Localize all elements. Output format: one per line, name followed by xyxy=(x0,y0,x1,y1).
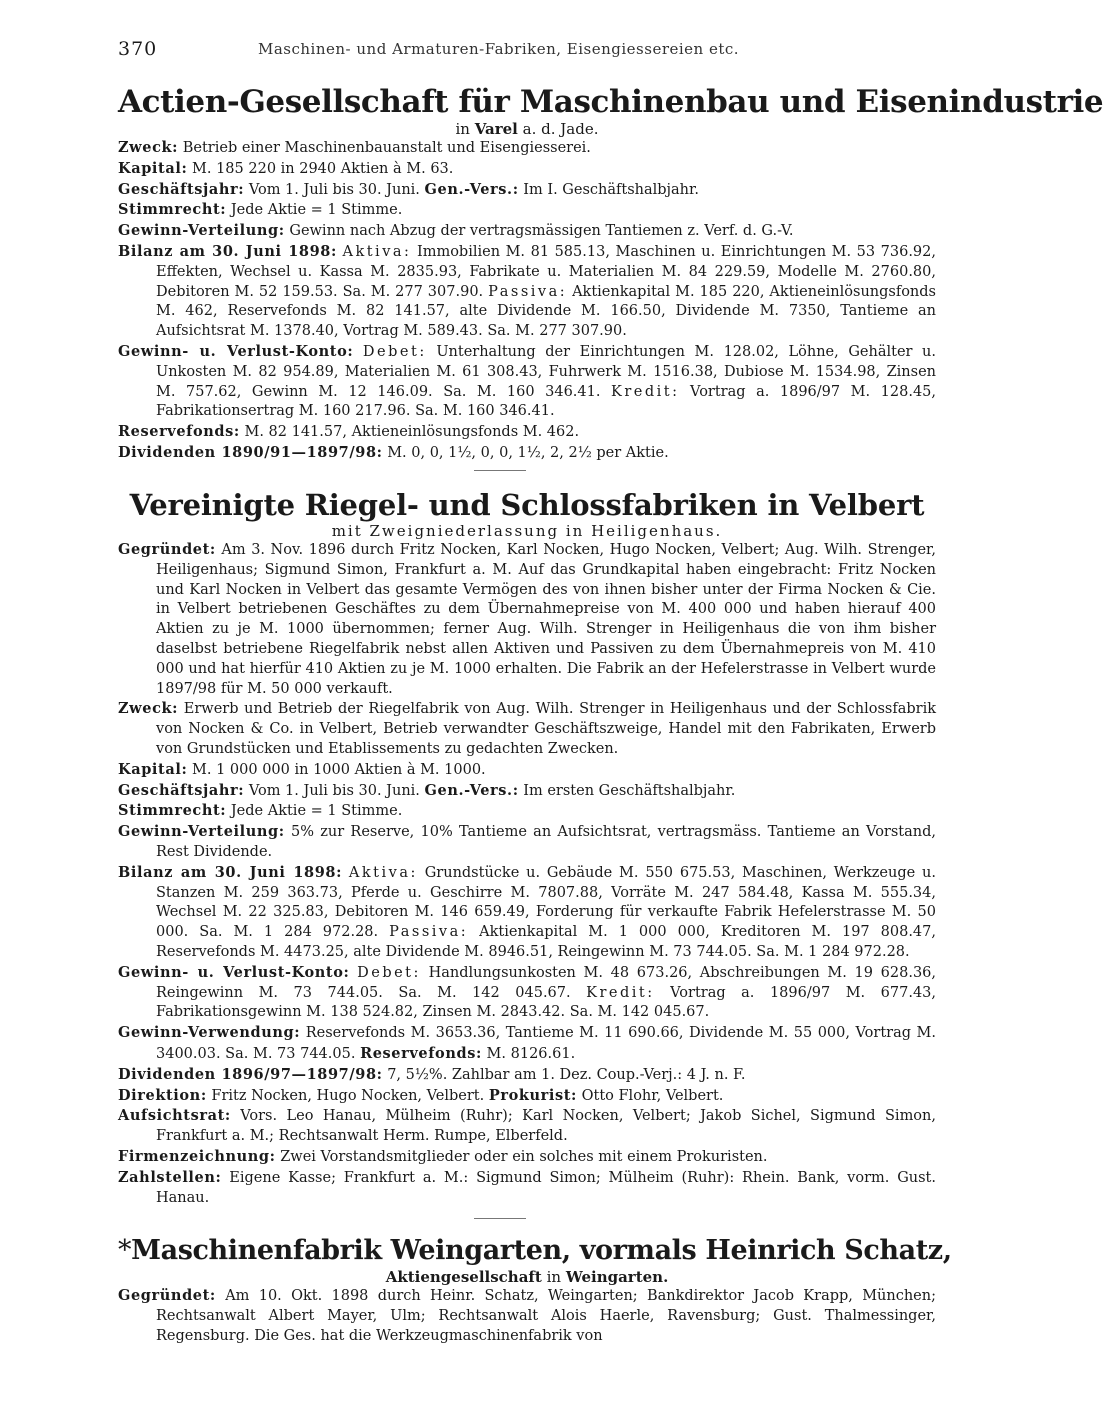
entry-gewinn-verlust-konto: Gewinn- u. Verlust-Konto: Debet: Handlungsunkosten M. 48 673.26, Abschreibungen M. 19 628.36, Reingewinn M. 73 744.05. Sa. M. 142 045.67. Kredit: Vortrag a. 1896/97 M. 677.43, Fabrikationsgewinn M. 138 524.82, Zinsen M. 2843.42. Sa. M. 142 045.67. xyxy=(118,963,937,1021)
entry-zweck: Zweck: Erwerb und Betrieb der Riegelfabrik von Aug. Wilh. Strenger in Heiligenhaus und der Schlossfabrik von Nocken & Co. in Velbert, Betrieb verwandter Geschäftszweige, Handel mit den Fabrikaten, Erwerb von Grundstücken und Etablissements zu gedachten Zwecken. xyxy=(118,700,936,757)
entry-aufsichtsrat: Aufsichtsrat: Vors. Leo Hanau, Mülheim (Ruhr); Karl Nocken, Velbert; Jakob Sichel, Sigmund Simon, Frankfurt a. M.; Rechtsanwalt Herm. Rumpe, Elberfeld. xyxy=(118,1107,936,1145)
entry-bilanz: Bilanz am 30. Juni 1898: Aktiva: Immobilien M. 81 585.13, Maschinen u. Einrichtungen M. 53 736.92, Effekten, Wechsel u. Kassa M. 2835.93, Fabrikate u. Materialien M. 84 229.59, Modelle M. 2760.80, Debitoren M. 52 159.53. Sa. M. 277 307.90. Passiva: Aktienkapital M. 185 220, Aktieneinlösungsfonds M. 462, Reservefonds M. 82 141.57, alte Dividende M. 166.50, Dividende M. 7350, Tantieme an Aufsichtsrat M. 1378.40, Vortrag M. 589.43. Sa. M. 277 307.90. xyxy=(118,242,936,340)
entry-gewinn-verwendung: Gewinn-Verwendung: Reservefonds M. 3653.36, Tantieme M. 11 690.66, Dividende M. 55 000, Vortrag M. 3400.03. Sa. M. 73 744.05. Reservefonds: M. 8126.61. xyxy=(118,1024,936,1062)
company-section-velbert xyxy=(118,488,936,1208)
entry-gewinn-verteilung: Gewinn-Verteilung: Gewinn nach Abzug der vertragsmässigen Tantiemen z. Verf. d. G.-V. xyxy=(118,222,794,240)
entry-gegruendet: Gegründet: Am 10. Okt. 1898 durch Heinr. Schatz, Weingarten; Bankdirektor Jacob Krapp, München; Rechtsanwalt Albert Mayer, Ulm; Rechtsanwalt Alois Haerle, Ravensburg; Gust. Thalmessinger, Regensburg. Die Ges. hat die Werkzeugmaschinenfabrik von xyxy=(118,1287,936,1344)
location-name: Varel xyxy=(474,120,518,138)
entry-direktion: Direktion: Fritz Nocken, Hugo Nocken, Velbert. Prokurist: Otto Flohr, Velbert. xyxy=(118,1086,724,1104)
company-title: *Maschinenfabrik Weingarten, vormals Heinrich Schatz, xyxy=(118,1235,952,1266)
section-divider xyxy=(474,470,526,471)
entry-reservefonds: Reservefonds: M. 82 141.57, Aktieneinlösungsfonds M. 462. xyxy=(118,423,580,441)
company-title: Actien-Gesellschaft für Maschinenbau und Eisenindustrie xyxy=(118,84,1103,120)
page-number: 370 xyxy=(118,38,158,60)
running-header xyxy=(118,38,936,62)
entry-list xyxy=(118,1286,936,1346)
footnote-star: * xyxy=(118,1235,132,1266)
location-prefix: in xyxy=(455,120,470,138)
running-title: Maschinen- und Armaturen-Fabriken, Eisengiessereien etc. xyxy=(258,40,740,58)
entry-gewinn-verlust-konto: Gewinn- u. Verlust-Konto: Debet: Unterhaltung der Einrichtungen M. 128.02, Löhne, Gehälter u. Unkosten M. 82 954.89, Materialien M. 61 308.43, Fuhrwerk M. 1516.38, Dubiose M. 1534.98, Zinsen M. 757.62, Gewinn M. 12 146.09. Sa. M. 160 346.41. Kredit: Vortrag a. 1896/97 M. 128.45, Fabrikationsertrag M. 160 217.96. Sa. M. 160 346.41. xyxy=(118,342,937,420)
entry-zahlstellen: Zahlstellen: Eigene Kasse; Frankfurt a. M.: Sigmund Simon; Mülheim (Ruhr): Rhein. Bank, vorm. Gust. Hanau. xyxy=(118,1168,936,1206)
entry-stimmrecht: Stimmrecht: Jede Aktie = 1 Stimme. xyxy=(118,802,403,820)
entry-geschaeftsjahr: Geschäftsjahr: Vom 1. Juli bis 30. Juni. Gen.-Vers.: Im ersten Geschäftshalbjahr. xyxy=(118,781,736,799)
entry-kapital: Kapital: M. 1 000 000 in 1000 Aktien à M. 1000. xyxy=(118,760,486,778)
entry-list xyxy=(118,540,936,1208)
entry-firmenzeichnung: Firmenzeichnung: Zwei Vorstandsmitglieder oder ein solches mit einem Prokuristen. xyxy=(118,1147,768,1165)
entry-dividenden: Dividenden 1896/97—1897/98: 7, 5½%. Zahlbar am 1. Dez. Coup.-Verj.: 4 J. n. F. xyxy=(118,1065,746,1083)
company-location xyxy=(118,120,936,138)
entry-list xyxy=(118,138,936,464)
company-section-varel xyxy=(118,84,1103,464)
location-suffix: a. d. Jade. xyxy=(522,120,599,138)
company-title: Vereinigte Riegel- und Schlossfabriken in Velbert xyxy=(129,488,925,522)
entry-geschaeftsjahr: Geschäftsjahr: Vom 1. Juli bis 30. Juni. Gen.-Vers.: Im I. Geschäftshalbjahr. xyxy=(118,180,699,198)
entry-kapital: Kapital: M. 185 220 in 2940 Aktien à M. 63. xyxy=(118,159,454,177)
entry-dividenden: Dividenden 1890/91—1897/98: M. 0, 0, 1½, 0, 0, 1½, 2, 2½ per Aktie. xyxy=(118,443,669,461)
section-divider xyxy=(474,1218,526,1219)
entry-bilanz: Bilanz am 30. Juni 1898: Aktiva: Grundstücke u. Gebäude M. 550 675.53, Maschinen, Werkzeuge u. Stanzen M. 259 363.73, Pferde u. Geschirre M. 7807.88, Vorräte M. 247 584.48, Kassa M. 555.34, Wechsel M. 22 325.83, Debitoren M. 146 659.49, Forderung für verkaufte Fabrik Hefelerstrasse M. 50 000. Sa. M. 1 284 972.28. Passiva: Aktienkapital M. 1 000 000, Kreditoren M. 197 808.47, Reservefonds M. 4473.25, alte Dividende M. 8946.51, Reingewinn M. 73 744.05. Sa. M. 1 284 972.28. xyxy=(118,863,936,960)
company-section-weingarten xyxy=(118,1234,952,1346)
entry-zweck: Zweck: Betrieb einer Maschinenbauanstalt und Eisengiesserei. xyxy=(118,139,591,156)
entry-stimmrecht: Stimmrecht: Jede Aktie = 1 Stimme. xyxy=(118,201,403,219)
company-subtitle: Aktiengesellschaft in Weingarten. xyxy=(385,1268,669,1286)
entry-gewinn-verteilung: Gewinn-Verteilung: 5% zur Reserve, 10% Tantieme an Aufsichtsrat, vertragsmäss. Tantieme an Vorstand, Rest Dividende. xyxy=(118,823,936,860)
company-subtitle: mit Zweigniederlassung in Heiligenhaus. xyxy=(331,522,723,540)
entry-gegruendet: Gegründet: Am 3. Nov. 1896 durch Fritz Nocken, Karl Nocken, Hugo Nocken, Velbert; Aug. Wilh. Strenger, Heiligenhaus; Sigmund Simon, Frankfurt a. M. Auf das Grundkapital haben eingebracht: Fritz Nocken und Karl Nocken in Velbert das gesamte Vermögen des von ihnen bisher unter der Firma Nocken & Cie. in Velbert betriebenen Geschäftes zu dem Übernahmepreise von M. 400 000 und haben hierauf 400 Aktien zu je M. 1000 übernommen; ferner Aug. Wilh. Strenger in Heiligenhaus die von ihm bisher daselbst betriebene Riegelfabrik nebst allen Aktiven und Passiven zu dem Übernahmepreis von M. 410 000 und hat hierfür 410 Aktien zu je M. 1000 erhalten. Die Fabrik an der Hefelerstrasse in Velbert wurde 1897/98 für M. 50 000 verkauft. xyxy=(118,541,936,697)
